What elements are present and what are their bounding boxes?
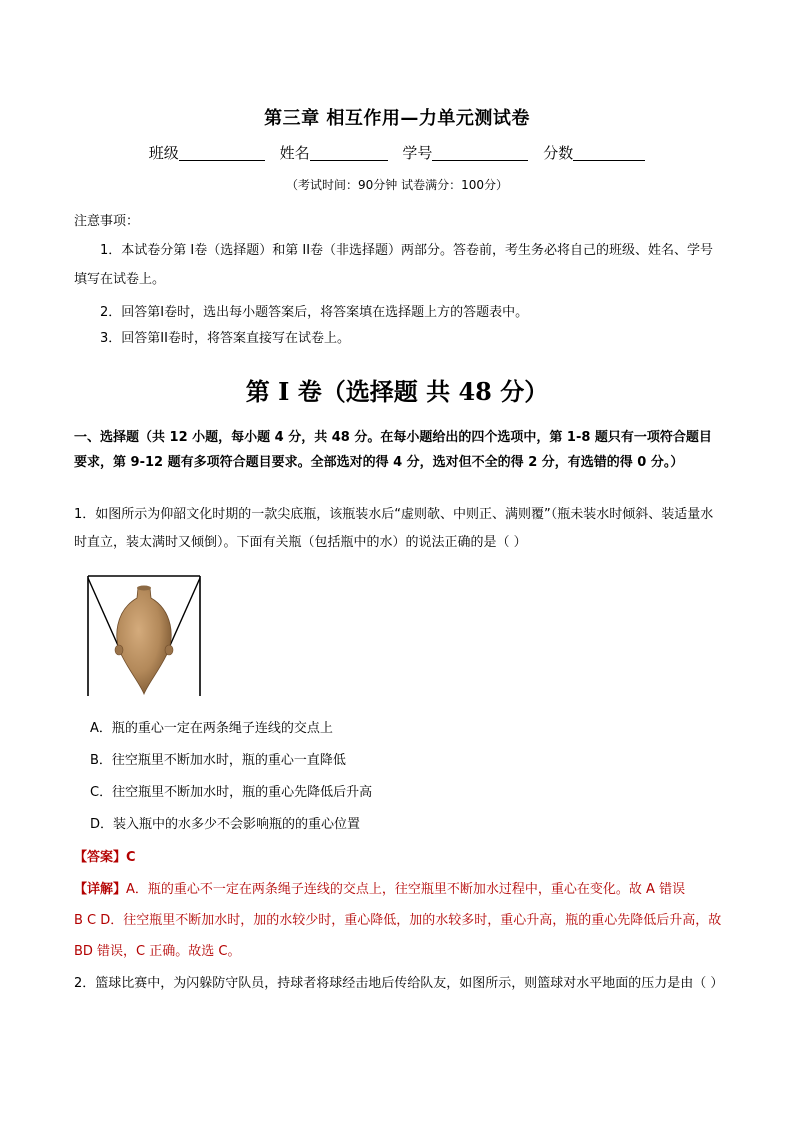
exam-title: 第三章 相互作用—力单元测试卷 [264,108,530,129]
name-blank[interactable] [310,144,388,161]
right-rope [168,578,200,650]
student-id-blank[interactable] [432,144,528,161]
note-item-3: 3．回答第II卷时，将答案直接写在试卷上。 [100,331,350,346]
question-1-option-c: C．往空瓶里不断加水时，瓶的重心先降低后升高 [90,785,373,800]
note-item-1: 1．本试卷分第 I卷（选择题）和第 II卷（非选择题）两部分。答卷前，考生务必将自己的班级、姓名、学号填写在试卷上。 [74,243,714,287]
class-label: 班级 [148,144,179,162]
detail-text: A．瓶的重心不一定在两条绳子连线的交点上，往空瓶里不断加水过程中，重心在变化。故 A 错误 B C D．往空瓶里不断加水时，加的水较少时，重心降低，加的水较多时，重心升高，瓶的重心先降低后升高，故 BD 错误，C 正确。故选 C。 [74,882,722,959]
pointed-bottom-bottle-figure [86,574,202,698]
answer-label: 【答案】 [74,850,127,865]
detail-label: 【详解】 [74,882,127,897]
student-info-line [0,142,794,163]
student-id-label: 学号 [402,144,433,162]
score-label: 分数 [543,144,574,162]
question-1-option-d: D．装入瓶中的水多少不会影响瓶的的重心位置 [90,817,361,832]
left-handle [115,645,123,655]
question-1-stem: 1．如图所示为仰韶文化时期的一款尖底瓶，该瓶装水后“虚则欹、中则正、满则覆”（瓶未装水时倾斜、装适量水时直立，装太满时又倾倒）。下面有关瓶（包括瓶中的水）的说法正确的是（ ） [74,507,714,550]
question-1-detail [74,874,724,967]
question-2-stem: 2．篮球比赛中，为闪躲防守队员，持球者将球经击地后传给队友，如图所示，则篮球对水平地面的压力是由（ ） [74,976,724,991]
bottle-body [117,588,171,694]
left-rope [88,578,120,650]
section-title: 第 I 卷（选择题 共 48 分） [245,377,549,406]
name-label: 姓名 [279,144,310,162]
notes-heading: 注意事项： [74,214,140,229]
score-blank[interactable] [573,144,645,161]
section-instructions: 一、选择题（共 12 小题，每小题 4 分，共 48 分。在每小题给出的四个选项中，第 1-8 题只有一项符合题目要求，第 9-12 题有多项符合题目要求。全部选对的得 4 分，选对但不全的得 2 分，有选错的得 0 分。） [74,430,712,470]
bottle-mouth [137,586,151,591]
question-1-option-b: B．往空瓶里不断加水时，瓶的重心一直降低 [90,753,346,768]
answer-value: C [126,850,136,865]
right-handle [165,645,173,655]
class-blank[interactable] [179,144,265,161]
question-1-answer [74,843,724,872]
note-item-2: 2．回答第I卷时，选出每小题答案后，将答案填在选择题上方的答题表中。 [100,305,529,320]
question-1-option-a: A．瓶的重心一定在两条绳子连线的交点上 [90,721,333,736]
exam-meta: （考试时间：90分钟 试卷满分：100分） [286,178,508,192]
